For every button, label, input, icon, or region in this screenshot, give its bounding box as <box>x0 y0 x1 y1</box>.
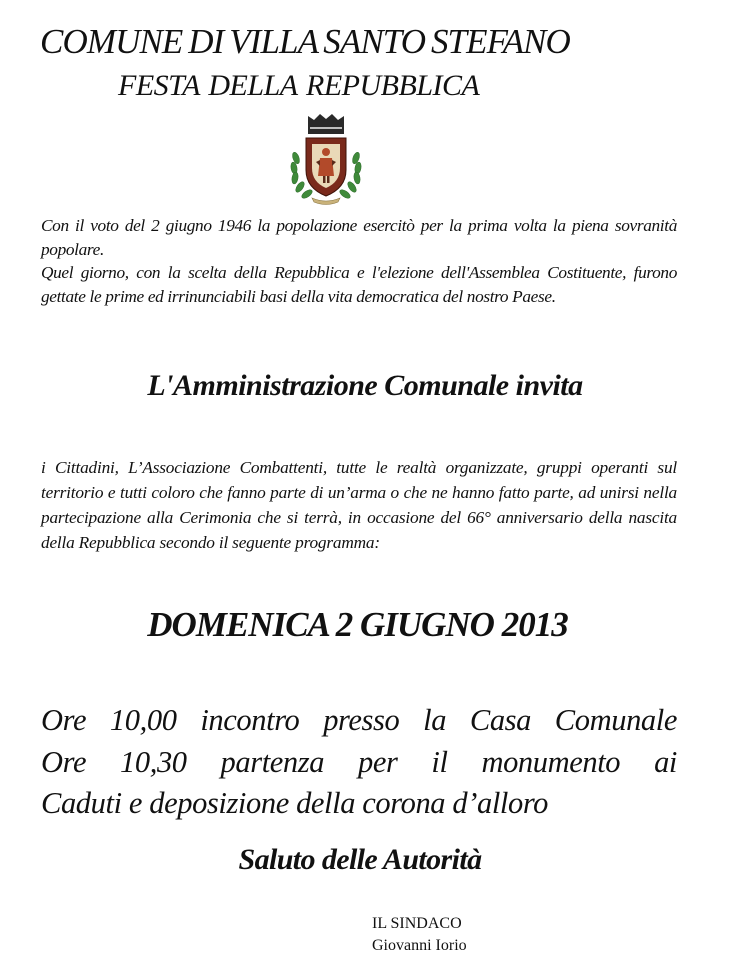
program-line-2: Ore 10,30 partenza per il monumento ai <box>41 744 677 779</box>
page-title: COMUNE DI VILLA SANTO STEFANO <box>40 22 570 61</box>
program-line-1: Ore 10,00 incontro presso la Casa Comunale <box>41 703 677 737</box>
municipal-coat-of-arms-icon <box>286 110 366 206</box>
program-schedule <box>41 700 677 825</box>
invite-body: i Cittadini, L’Associazione Combattenti, tutte le realtà organizzate, gruppi operanti sul territorio e tutti coloro che fanno parte di un’arma o che ne hanno fatto parte, ad unirsi nella partecipazione alla Cerimonia che si terrà, in occasione del 66° anniversario della nascita della Repubblica secondo il seguente programma: <box>41 458 677 552</box>
event-date: DOMENICA 2 GIUGNO 2013 <box>147 605 568 644</box>
intro-text <box>41 214 677 308</box>
signature-name: Giovanni Iorio <box>372 937 467 954</box>
program-line-3: Caduti e deposizione della corona d’alloro <box>41 786 549 820</box>
closing-greeting: Saluto delle Autorità <box>238 843 482 876</box>
signature-block <box>372 913 467 957</box>
signature-role: IL SINDACO <box>372 915 462 932</box>
intro-paragraph-2: Quel giorno, con la scelta della Repubblica e l'elezione dell'Assemblea Costituente, furono gettate le prime ed irrinunciabili basi della vita democratica del nostro Paese. <box>41 263 677 306</box>
intro-paragraph-1: Con il voto del 2 giugno 1946 la popolazione esercitò per la prima volta la piena sovranità popolare. <box>41 216 677 259</box>
invite-heading: L'Amministrazione Comunale invita <box>147 369 583 402</box>
page-subtitle: FESTA DELLA REPUBBLICA <box>118 69 480 102</box>
